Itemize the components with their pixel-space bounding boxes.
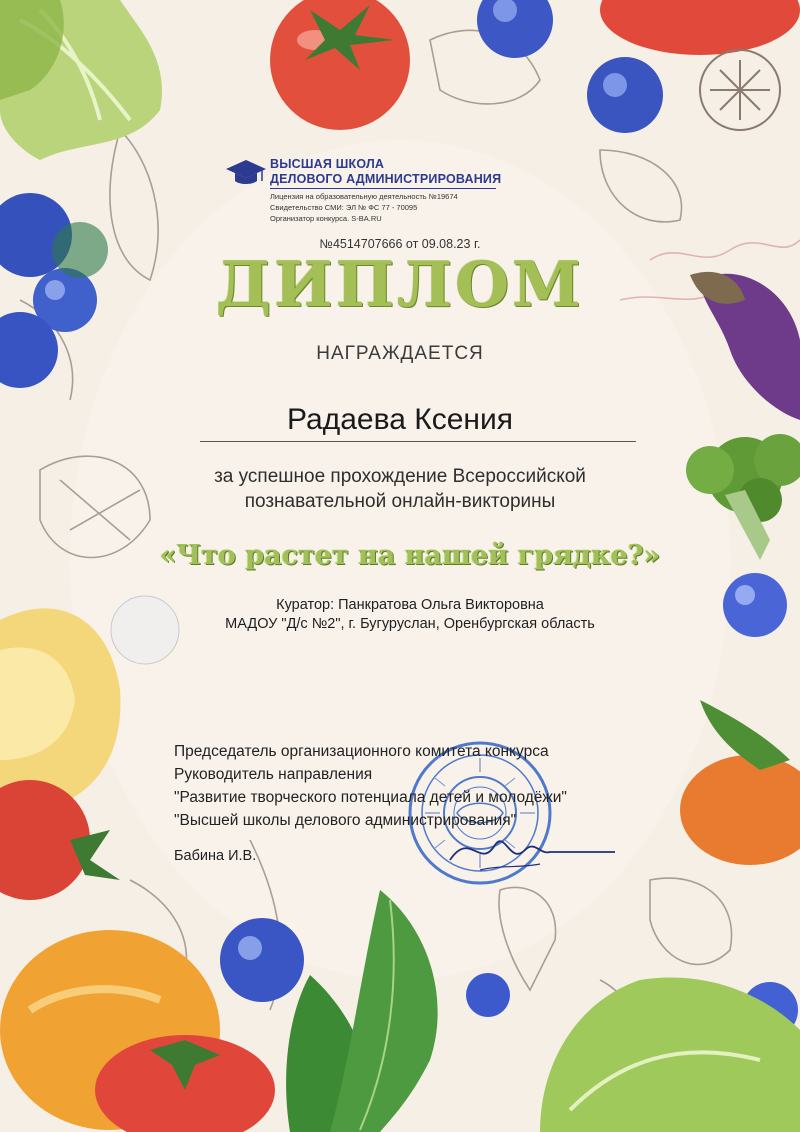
signature-line4: "Высшей школы делового администрирования"	[174, 812, 517, 829]
award-reason	[0, 464, 800, 514]
graduation-cap-icon	[226, 157, 266, 187]
diploma-title: ДИПЛОМ	[216, 248, 584, 321]
diploma-number: №4514707666 от 09.08.23 г.	[319, 237, 481, 251]
award-reason-line2: познавательной онлайн-викторины	[244, 491, 556, 512]
curator-block	[0, 596, 800, 634]
signer-name: Бабина И.В.	[174, 848, 257, 864]
organization-name-line2: ДЕЛОВОГО АДМИНИСТРИРОВАНИЯ	[270, 172, 502, 186]
organizer-text: Организатор конкурса. S-BA.RU	[270, 214, 382, 223]
signature-line3: "Развитие творческого потенциала детей и молодёжи"	[174, 789, 567, 806]
organization-name-line1: ВЫСШАЯ ШКОЛА	[270, 157, 385, 171]
recipient-name: Радаева Ксения	[287, 403, 513, 436]
media-certificate-text: Свидетельство СМИ: ЭЛ № ФС 77 - 70095	[270, 203, 418, 212]
awarded-label: НАГРАЖДАЕТСЯ	[316, 343, 484, 364]
signature-line2: Руководитель направления	[174, 766, 373, 783]
signature-block	[174, 740, 567, 832]
recipient-underline	[200, 441, 636, 442]
license-text: Лицензия на образовательную деятельность №19674	[270, 192, 458, 201]
organization-logo	[226, 155, 526, 235]
award-reason-line1: за успешное прохождение Всероссийской	[214, 466, 586, 487]
logo-divider	[270, 188, 496, 189]
curator-name: Куратор: Панкратова Ольга Викторовна	[276, 597, 544, 613]
institution-name: МАДОУ "Д/с №2", г. Бугуруслан, Оренбургская область	[225, 616, 595, 632]
signature-line1: Председатель организационного комитета конкурса	[174, 743, 549, 760]
quiz-title: «Что растет на нашей грядке?»	[159, 540, 661, 571]
